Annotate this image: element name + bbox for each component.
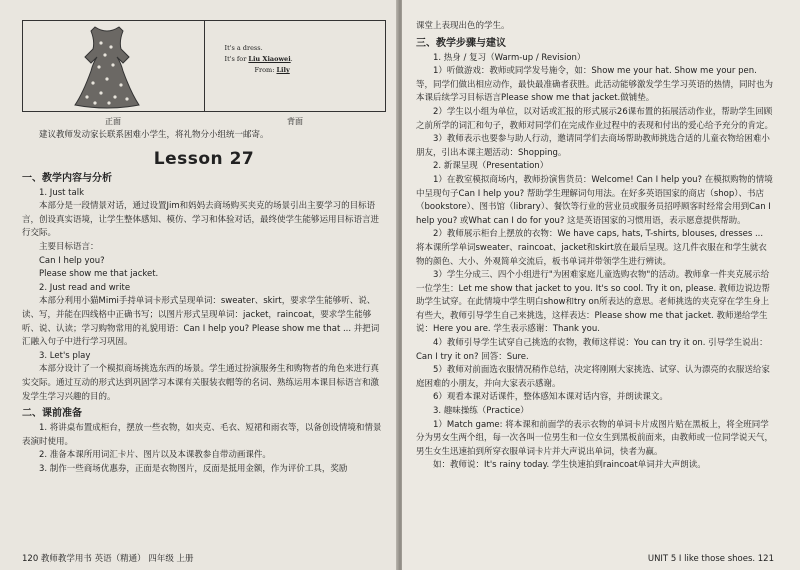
card-line-2 [225, 54, 293, 65]
lesson-title: Lesson 27 [153, 148, 255, 169]
card-recipient: Liu Xiaowei [248, 55, 291, 63]
paragraph: 主要目标语言： [39, 241, 99, 252]
card-line-3-prefix: From: [254, 66, 277, 74]
card-line-3 [225, 65, 293, 76]
card-sender: Lily [276, 66, 290, 74]
card-line-2-suffix: . [290, 55, 293, 63]
paragraph: 1. 热身 / 复习（Warm-up / Revision） [433, 52, 586, 63]
paragraph: 如：教师说：It's rainy today. 学生快速拍到raincoat单词并大声朗读。 [433, 460, 706, 471]
prep-item: 2. 准备本课所用词汇卡片、图片以及本课教参自带动画课件。 [39, 450, 271, 461]
paragraph: 2. 新课呈现（Presentation） [433, 161, 549, 172]
paragraph: 5）教师对前面选衣服情况稍作总结，决定将刚刚大家挑选、试穿、认为漂亮的衣服送给家庭困难的小朋友，并向大家表示感谢。 [416, 365, 770, 389]
card-message [225, 43, 293, 76]
paragraph: 1. Just talk [39, 187, 84, 198]
paragraph: 2. Just read and write [39, 282, 131, 293]
section-heading-2: 二、课前准备 [22, 408, 82, 420]
prep-item: 1. 将讲桌布置成柜台，摆放一些衣物，如夹克、毛衣、短裙和雨衣等，以备创设情境和情景表演时使用。 [22, 423, 382, 447]
paragraph: 本部分是一段情景对话，通过设置Jim和妈妈去商场购买夹克的场景引出主要学习的目标语言，创设真实语境，让学生整体感知、模仿、学习和体验对话，最终使学生能够运用目标语言进行交际。 [22, 201, 380, 239]
left-content [22, 20, 386, 544]
paragraph: 3）教师表示也要参与助人行动，邀请同学们去商场帮助教师挑选合适的儿童衣物给困难小朋友，引出本课主题活动：Shopping。 [416, 134, 770, 158]
paragraph: 2）教师展示柜台上摆放的衣物：We have caps, hats, T-shirts, blouses, dresses ... 将本课所学单词sweater、raincoat、jacket和skirt放在最后呈现。这几件衣服在和学生就衣物的颜色、大小、外观简单交流后，板书单词并带领学生进行辨读。 [416, 229, 767, 267]
paragraph: 1）Match game: 将本课和前面学的表示衣物的单词卡片成图片贴在黑板上，将全班同学分为男女生两个组，每一次各叫一位男生和一位女生到黑板前面来，由教师或一位同学说天气，男生女生迅速拍到所穿衣服单词卡片并大声说出单词，快者为赢。 [416, 419, 774, 457]
section-heading-1: 一、教学内容与分析 [22, 172, 112, 184]
intro-text: 建议教师发动家长联系困难小学生，将礼物分小组统一邮寄。 [39, 130, 269, 140]
card-back [204, 21, 386, 111]
paragraph: 1）听做游戏：教师或同学发号施令，如：Show me your hat. Show me your pen. 等，同学们做出相应动作，最快最准确者获胜。此活动能够激发学生学习英语的热情，同时也为本课后续学习目标语言Please show me that jacket.做铺垫。 [416, 66, 774, 104]
card-front [23, 21, 204, 111]
dress-image [65, 23, 149, 109]
gift-card-illustration [22, 20, 386, 112]
card-back-label: 背面 [287, 117, 303, 126]
paragraph: 本部分设计了一个模拟商场挑选东西的场景。学生通过扮演服务生和购物者的角色来进行真实交际。通过互动的形式达到巩固学习本课有关服装衣帽等的名词、熟练运用本课目标语言和激发学生学习兴趣的目的。 [22, 364, 380, 402]
paragraph: Can I help you? [39, 255, 105, 266]
card-line-2-prefix: It's for [224, 55, 249, 63]
paragraph: 3. Let's play [39, 350, 91, 361]
right-content [416, 20, 774, 544]
card-line-1: It's a dress. [224, 44, 263, 52]
card-front-label: 正面 [105, 117, 121, 126]
section-heading-3: 三、教学步骤与建议 [416, 37, 506, 49]
prep-item: 3. 制作一些商场优惠券，正面是衣物图片，反面是抵用金额，作为评价工具，奖励 [39, 463, 348, 474]
paragraph: 3. 趣味操练（Practice） [433, 406, 529, 417]
paragraph: 1）在教室模拟商场内，教师扮演售货员：Welcome! Can I help you? 在模拟购物的情境中呈现句子Can I help you? 帮助学生理解词句用法。在好多英语国家的商店（shop）、书店（bookstore）、图书馆（library）、餐饮等行业的营业员或服务员招呼顾客时经常会用到Can I help you? 或What can I do for you? 这是英语国家的习惯用语，表示愿意提供帮助。 [416, 174, 773, 226]
paragraph: 6）观看本课对话课件，整体感知本课对话内容，并朗读课文。 [433, 392, 668, 403]
paragraph: Please show me that jacket. [39, 269, 159, 280]
paragraph: 4）教师引导学生试穿自己挑选的衣物，教师这样说：You can try it on. 引导学生说出：Can I try it on? 回答：Sure. [416, 338, 768, 362]
card-labels [22, 116, 386, 127]
right-page-footer: UNIT 5 I like those shoes. 121 [647, 554, 774, 564]
paragraph: 本部分利用小猫Mimi手持单词卡形式呈现单词：sweater、skirt，要求学生能够听、说、读、写，并能在四线格中正确书写；以图片形式呈现单词：jacket，raincoat，要求学生能够听、说、认读；学习购物常用的礼貌用语：Can I help you? Please show me that ... 并把词汇融入句子中进行学习巩固。 [22, 296, 380, 348]
paragraph: 3）学生分成三、四个小组进行"为困难家庭儿童选购衣物"的活动。教师拿一件夹克展示给一位学生：Let me show that jacket to you. It's so cool. Try it on, please. 教师边说边帮助学生试穿。在此情境中学生明白show和try on所表达的意思。老师挑选的夹克穿在学生身上有些大，教师引导学生自己来挑选，这样表达：Please show me that jacket. 教师递给学生说：Here you are. 学生表示感谢：Thank you. [416, 270, 770, 335]
left-page [0, 0, 398, 570]
right-page [402, 0, 800, 570]
paragraph: 2）学生以小组为单位，以对话或汇报的形式展示26课布置的拓展活动作业，帮助学生回顾之前所学的词汇和句子，教师对同学们在完成作业过程中的表现和付出的爱心给予充分的肯定。 [416, 106, 774, 131]
continued-line: 课堂上表现出色的学生。 [416, 21, 510, 31]
left-page-footer: 120 教师教学用书 英语（精通） 四年级 上册 [22, 554, 194, 564]
